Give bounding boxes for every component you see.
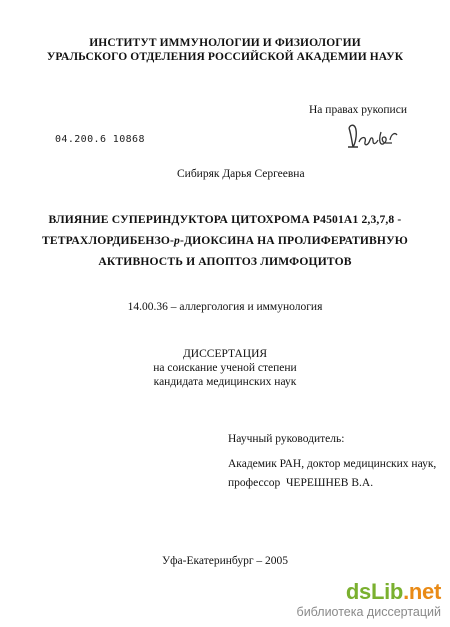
institute-name-line2: УРАЛЬСКОГО ОТДЕЛЕНИЯ РОССИЙСКОЙ АКАДЕМИИ НАУК: [46, 51, 404, 63]
title-line2: [0, 230, 450, 251]
title-line3: АКТИВНОСТЬ И АПОПТОЗ ЛИМФОЦИТОВ: [98, 255, 352, 268]
title-line1: ВЛИЯНИЕ СУПЕРИНДУКТОРА ЦИТОХРОМА Р4501А1 2,3,7,8 -: [48, 213, 402, 226]
dissertation-degree-line2: кандидата медицинских наук: [153, 376, 297, 388]
dissertation-heading: ДИССЕРТАЦИЯ: [182, 348, 268, 360]
supervisor-name: профессор ЧЕРЕШНЕВ В.А.: [228, 477, 374, 489]
dslib-watermark: [297, 581, 441, 619]
rights-note: На правах рукописи: [309, 104, 407, 116]
title-line2-end: -ДИОКСИНА НА ПРОЛИФЕРАТИВНУЮ: [179, 234, 408, 247]
handwritten-signature: [345, 118, 413, 154]
author-name: Сибиряк Дарья Сергеевна: [177, 168, 305, 180]
institute-name-line1: ИНСТИТУТ ИММУНОЛОГИИ И ФИЗИОЛОГИИ: [89, 37, 361, 49]
title-line2-start: ТЕТРАХЛОРДИБЕНЗО-: [42, 234, 175, 247]
dissertation-degree-line1: на соискание ученой степени: [153, 362, 297, 374]
registration-stamp-number: 04.200.6 10868: [55, 134, 145, 145]
specialty-code: 14.00.36 – аллергология и иммунология: [127, 301, 323, 313]
watermark-caption: библиотека диссертаций: [296, 605, 441, 619]
supervisor-label: Научный руководитель:: [228, 433, 345, 445]
title-para-italic: p: [174, 234, 180, 247]
dslib-logo: dsLib.net: [345, 579, 441, 604]
supervisor-credentials: Академик РАН, доктор медицинских наук,: [228, 458, 437, 470]
city-year: Уфа-Екатеринбург – 2005: [161, 555, 289, 567]
